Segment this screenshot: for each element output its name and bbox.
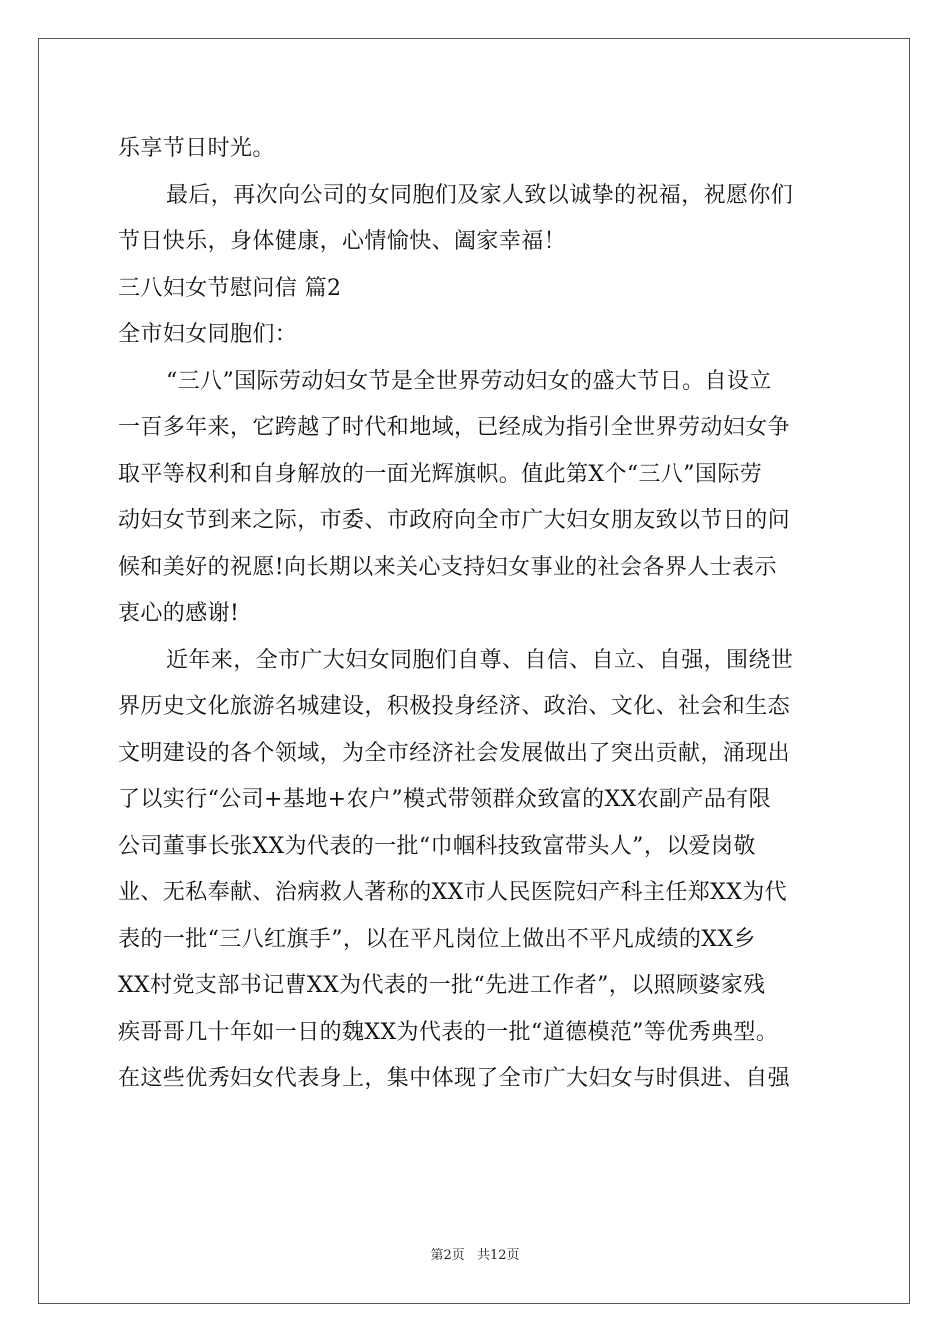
page-total: 共12页 [476,1248,520,1263]
text-line: 一百多年来，它跨越了时代和地域，已经成为指引全世界劳动妇女争 [118,415,791,440]
text-line: 界历史文化旅游名城建设，积极投身经济、政治、文化、社会和生态 [118,694,791,719]
text-line: 衷心的感谢! [118,601,240,626]
text-line: 文明建设的各个领域，为全市经济社会发展做出了突出贡献，涌现出 [118,740,791,766]
text-line: 公司董事长张XX为代表的一批“巾帼科技致富带头人”，以爱岗敬 [118,833,756,859]
page-number: 第2页 [430,1248,465,1263]
text-line: 在这些优秀妇女代表身上，集中体现了全市广大妇女与时俱进、自强 [118,1066,791,1091]
page-footer [0,1244,950,1263]
paragraph-closing: 最后，再次向公司的女同胞们及家人致以诚挚的祝福，祝愿你们 [166,182,794,208]
text-line: 疾哥哥几十年如一日的魏XX为代表的一批“道德模范”等优秀典型。 [118,1019,779,1045]
text-line: 取平等权利和自身解放的一面光辉旗帜。值此第X个“三八”国际劳 [118,461,763,487]
text-line: XX村党支部书记曹XX为代表的一批“先进工作者”，以照顾婆家残 [118,973,766,998]
text-line: 候和美好的祝愿!向长期以来关心支持妇女事业的社会各界人士表示 [118,554,777,580]
text-line: 业、无私奉献、治病救人著称的XX市人民医院妇产科主任郑XX为代 [118,880,788,905]
paragraph-start: 近年来，全市广大妇女同胞们自尊、自信、自立、自强，围绕世 [166,647,794,673]
paragraph-start: “三八”国际劳动妇女节是全世界劳动妇女的盛大节日。自设立 [166,368,772,394]
section-heading: 三八妇女节慰问信 篇2 [118,275,342,301]
text-line: 节日快乐，身体健康，心情愉快、阖家幸福！ [118,229,567,254]
salutation: 全市妇女同胞们： [118,322,298,347]
document-body [118,126,838,1103]
text-line: 动妇女节到来之际，市委、市政府向全市广大妇女朋友致以节日的问 [118,508,791,533]
text-line: 乐享节日时光。 [118,136,275,161]
text-line: 表的一批“三八红旗手”，以在平凡岗位上做出不平凡成绩的XX乡 [118,926,756,952]
text-line: 了以实行“公司+基地+农户”模式带领群众致富的XX农副产品有限 [118,787,772,812]
